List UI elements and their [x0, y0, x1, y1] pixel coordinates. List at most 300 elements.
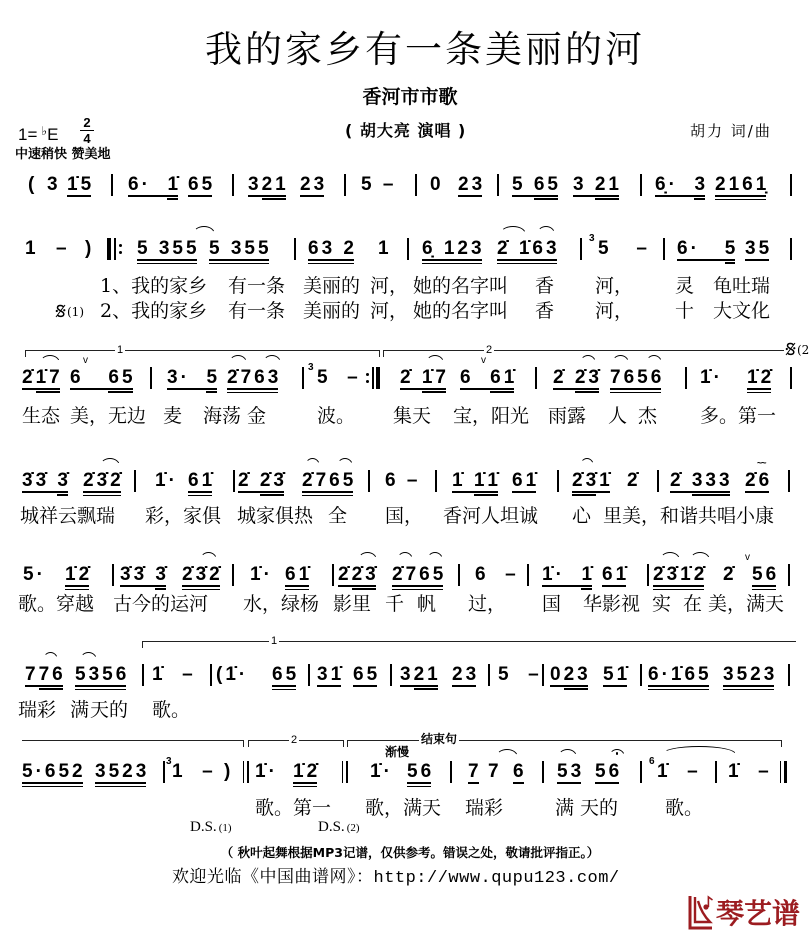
lyric-text: 过，: [468, 593, 507, 615]
note-group: 1̇·: [250, 564, 273, 585]
barline-single: [390, 664, 392, 686]
note-group: 63 2: [308, 238, 357, 259]
barline-repeat-start: [107, 238, 122, 260]
dal-segno-number: (2): [346, 822, 360, 834]
note-group: 2161̣: [715, 174, 770, 195]
tempo-change-marking: 渐慢: [385, 745, 410, 759]
note-segment: 5: [724, 238, 739, 259]
note-group: [452, 471, 501, 491]
note-group: 61̇: [285, 564, 313, 585]
note-segment: 2̇: [400, 367, 422, 388]
volta-label: 2: [486, 344, 493, 356]
note-group: 35: [745, 238, 773, 259]
slur-icon: [80, 652, 97, 660]
barline-single: [557, 470, 559, 492]
lyric-text: 瑞彩: [465, 797, 504, 819]
lyric-text: 2、我的家乡: [100, 300, 208, 322]
note-group: 1̇·: [700, 367, 723, 388]
volta-label: 1: [117, 344, 124, 356]
note-segment: 76: [38, 664, 66, 685]
note-segment: 2̇3̇: [351, 564, 379, 585]
note-segment: 2̇3̇: [259, 470, 287, 491]
note-segment: 6·: [677, 238, 725, 259]
lyric-text: 1、我的家乡: [100, 275, 208, 297]
lyric-text: 华影视: [583, 593, 641, 615]
note-group: 1̇ –: [728, 761, 772, 782]
note-group: 5 –: [317, 367, 361, 388]
slur-icon: [660, 552, 680, 560]
segno-marker: [785, 342, 809, 357]
note-segment: 2̇: [670, 470, 692, 491]
note-group: [572, 471, 613, 491]
lyric-text: 全: [328, 505, 348, 527]
lyric-text: 美丽的: [303, 275, 361, 297]
composer-credit: 胡力 词/曲: [690, 122, 772, 140]
key-letter: E: [47, 125, 59, 144]
lyric-text: 满: [70, 699, 90, 721]
note-group: 7: [468, 761, 482, 782]
barline-repeat-end: [366, 367, 380, 389]
note-group: 1̇·: [155, 470, 178, 491]
flat-icon: ♭: [41, 124, 48, 138]
note-group: 5 –: [361, 174, 397, 195]
volta-bracket: [347, 732, 782, 747]
lyric-text: 天的: [90, 699, 129, 721]
barline-single: [112, 564, 114, 586]
lyric-text: 心: [572, 505, 592, 527]
note-group: 0: [430, 174, 444, 195]
note-group: [677, 239, 738, 259]
grace-note: 3: [166, 756, 172, 767]
barline-single: [647, 564, 649, 586]
site-welcome-text: 欢迎光临《中国曲谱网》：http://www.qupu123.com/: [172, 869, 620, 888]
note-segment: 1̇1̇: [473, 470, 501, 491]
note-segment: 0: [550, 664, 564, 685]
volta-label: 结束句: [421, 732, 458, 746]
barline-single: [294, 238, 296, 260]
note-group: 1̇2̇: [747, 367, 775, 388]
barline-single: [788, 664, 790, 686]
grace-note: 3: [589, 233, 595, 244]
note-segment: 1̇7: [421, 367, 449, 388]
lyric-text: 河，: [595, 300, 634, 322]
note-segment: 2̇: [22, 367, 36, 388]
barline-single: [580, 238, 582, 260]
barline-single: [233, 470, 235, 492]
breath-mark-icon: v: [481, 355, 486, 366]
note-group: 5 355: [209, 238, 272, 259]
lyric-text: 龟吐瑞: [713, 275, 771, 297]
lyric-text: 水，绿杨: [243, 593, 320, 615]
note-group: 56: [595, 761, 623, 782]
note-group: ): [85, 238, 95, 259]
note-group: [512, 175, 561, 195]
barline-single: [488, 664, 490, 686]
time-signature-top: 2: [80, 116, 94, 131]
note-group: 2̇763: [227, 367, 282, 388]
note-group: 5356: [75, 664, 130, 685]
lyric-text: 城祥云飘瑞: [20, 505, 116, 527]
barline-double: [342, 761, 348, 783]
note-segment: 3̇3̇: [22, 470, 58, 491]
note-group: 7: [488, 761, 502, 782]
note-segment: 1̇7: [35, 367, 63, 388]
note-group: 65: [188, 174, 216, 195]
dal-segno-label: D.S.: [190, 819, 217, 835]
note-group: 1: [378, 238, 392, 259]
slur-icon: [496, 749, 518, 757]
song-subtitle: 香河市市歌: [362, 86, 458, 108]
slur-icon: [500, 226, 526, 234]
slur-icon: [305, 458, 320, 466]
note-segment: 1̇: [581, 564, 596, 585]
lyric-text: 多。第一: [700, 405, 777, 427]
note-group: [22, 368, 63, 388]
barline-single: [640, 761, 642, 783]
lyric-text: 香: [535, 275, 555, 297]
volta-bracket: [248, 734, 344, 747]
note-segment: 2̇: [338, 564, 352, 585]
dal-segno-marking: [318, 818, 360, 837]
note-segment: 23: [563, 664, 591, 685]
barline-single: [458, 564, 460, 586]
lyric-text: 她的名字叫: [413, 300, 509, 322]
barline-single: [134, 470, 136, 492]
note-group: 2̇3̇2̇: [182, 564, 223, 585]
barline-single: [232, 174, 234, 196]
note-segment: 3: [573, 174, 595, 195]
lyric-text: 波。: [317, 405, 356, 427]
note-group: 2̇ 1̇63: [497, 238, 560, 259]
barline-single: [150, 367, 152, 389]
note-segment: 6·: [128, 174, 168, 195]
lyric-text: 国，: [385, 505, 424, 527]
slur-icon: [690, 552, 710, 560]
barline-single: [232, 564, 234, 586]
slur-icon: [43, 652, 58, 660]
volta-bracket: [25, 344, 380, 357]
slur-icon: [358, 552, 377, 560]
note-group: 2̇765: [392, 564, 447, 585]
note-group: 1̇5: [67, 174, 95, 195]
lyric-text: 城家俱热: [237, 505, 314, 527]
note-segment: 21: [261, 174, 289, 195]
barline-single: [790, 238, 792, 260]
lyric-text: 歌，满天: [365, 797, 442, 819]
note-group: 6·1̇65: [648, 664, 712, 685]
lyric-text: 天的: [580, 797, 619, 819]
barline-single: [308, 664, 310, 686]
note-group: 2̇: [627, 470, 641, 491]
note-group: 6 –: [475, 564, 519, 585]
breath-mark-icon: v: [83, 355, 88, 366]
note-segment: 3: [400, 664, 414, 685]
piano-note-icon: [688, 894, 714, 935]
barline-single: [415, 174, 417, 196]
slur-icon: [580, 458, 594, 466]
lyric-text: 十: [675, 300, 695, 322]
note-group: 5 355: [137, 238, 200, 259]
lyric-text: 她的名字叫: [413, 275, 509, 297]
lyric-text: 歌。: [152, 699, 191, 721]
barline-single: [657, 470, 659, 492]
note-group: 1̇2̇: [65, 564, 93, 585]
note-group: 6: [513, 761, 527, 782]
note-group: [460, 368, 517, 388]
note-segment: 3̇: [57, 470, 71, 491]
barline-single: [788, 564, 790, 586]
note-group: 61̇: [602, 564, 630, 585]
note-group: 56: [407, 761, 435, 782]
note-group: 23: [458, 174, 486, 195]
barline-single: [640, 174, 642, 196]
lyric-text: 有一条: [228, 275, 286, 297]
note-group: [573, 175, 622, 195]
note-segment: 61̇: [490, 367, 518, 388]
note-group: 61̇: [512, 470, 540, 491]
note-segment: 1̇: [167, 174, 182, 195]
note-group: (: [28, 174, 38, 195]
note-segment: 3: [694, 174, 709, 195]
lyric-text: 生态: [22, 405, 61, 427]
lyric-text: 海荡: [203, 405, 242, 427]
note-segment: 1̇: [599, 470, 613, 491]
note-group: 51̇: [603, 664, 631, 685]
tempo-marking: 中速稍快 赞美地: [15, 147, 111, 162]
note-group: 1̇·: [255, 761, 278, 782]
note-segment: 65: [108, 367, 136, 388]
segno-number: (1): [67, 305, 84, 319]
note-group: 5·: [23, 564, 46, 585]
note-group: [238, 471, 287, 491]
slur-icon: [662, 746, 736, 754]
volta-label: 1: [271, 635, 278, 647]
note-group: 65: [272, 664, 300, 685]
barline-single: [790, 367, 792, 389]
slur-icon: [427, 552, 443, 560]
dal-segno-marking: [190, 818, 232, 837]
barline-single: [344, 174, 346, 196]
note-segment: 6: [460, 367, 491, 388]
note-group: –: [56, 238, 70, 259]
note-segment: 2̇: [553, 367, 575, 388]
lyric-text: 麦: [163, 405, 183, 427]
barline-single: [640, 664, 642, 686]
site-logo: [688, 895, 800, 933]
performer-credit: ( 胡大亮 演唱 ): [345, 121, 467, 140]
note-group: [25, 665, 66, 685]
note-group: [128, 175, 181, 195]
note-segment: 2̇: [238, 470, 260, 491]
key-prefix: 1=: [18, 125, 38, 144]
note-segment: 2̇3̇: [572, 470, 600, 491]
lyric-text: 美丽的: [303, 300, 361, 322]
barline-single: [435, 470, 437, 492]
lyric-text: 河，: [370, 300, 409, 322]
note-group: 56: [752, 564, 780, 585]
note-segment: 7: [25, 664, 39, 685]
note-segment: 3: [248, 174, 262, 195]
note-group: [670, 471, 733, 491]
barline-single: [542, 761, 544, 783]
barline-single: [542, 664, 544, 686]
barline-single: [715, 761, 717, 783]
note-segment: 65: [533, 174, 561, 195]
volta-bracket: [142, 635, 796, 648]
lyric-text: 河，: [370, 275, 409, 297]
barline-single: [163, 761, 165, 783]
note-segment: 5: [512, 174, 534, 195]
barline-single: [663, 238, 665, 260]
lyric-text: 古今的运河: [113, 593, 209, 615]
note-group: [400, 665, 441, 685]
lyric-text: 实: [652, 593, 672, 615]
note-group: 2̇: [723, 564, 737, 585]
lyric-text: 歌。穿越: [18, 593, 95, 615]
lyric-text: 集天: [393, 405, 432, 427]
barline-single: [790, 174, 792, 196]
note-group: 23: [452, 664, 480, 685]
lyric-text: 杰: [638, 405, 658, 427]
lyric-text: 美，满天: [708, 593, 785, 615]
note-group: [248, 175, 289, 195]
logo-text: 琴艺谱: [716, 897, 801, 930]
barline-single: [527, 564, 529, 586]
note-group: 2̇3̇2̇: [83, 470, 124, 491]
dal-segno-number: (1): [218, 822, 232, 834]
lyric-text: 香: [535, 300, 555, 322]
note-group: [338, 565, 379, 585]
note-group: 3523: [95, 761, 150, 782]
slur-icon: [537, 226, 555, 234]
note-segment: 3̇: [155, 564, 169, 585]
note-segment: 6: [70, 367, 109, 388]
grace-note: 6: [649, 756, 655, 767]
lyric-text: 美，无边: [70, 405, 147, 427]
note-group: (1̇·: [216, 664, 249, 685]
note-group: 2̇765: [302, 470, 357, 491]
note-segment: 21: [594, 174, 622, 195]
lyric-text: 歌。第一: [255, 797, 332, 819]
note-group: [22, 471, 71, 491]
lyric-text: 瑞彩: [18, 699, 57, 721]
barline-double: [243, 761, 249, 783]
breath-mark-icon: v: [745, 552, 750, 563]
note-group: [542, 565, 595, 585]
note-group: 6 –: [385, 470, 421, 491]
note-segment: 3·: [167, 367, 207, 388]
barline-single: [111, 174, 113, 196]
barline-single: [788, 470, 790, 492]
note-group: [553, 368, 602, 388]
note-group: [120, 565, 169, 585]
note-group: 61̇: [188, 470, 216, 491]
lyric-text: 帆: [417, 593, 437, 615]
song-title: 我的家乡有一条美丽的河: [205, 28, 645, 71]
dal-segno-label: D.S.: [318, 819, 345, 835]
note-segment: 1̇·: [542, 564, 582, 585]
note-segment: 333: [691, 470, 733, 491]
slur-icon: [558, 749, 577, 757]
barline-single: [302, 367, 304, 389]
note-group: 1: [25, 238, 39, 259]
note-group: 23: [300, 174, 328, 195]
note-segment: 6̣·: [655, 174, 695, 195]
fermata-icon: [609, 749, 625, 757]
lyric-text: 灵: [675, 275, 695, 297]
slur-icon: [193, 226, 215, 234]
note-group: 53: [557, 761, 585, 782]
barline-single: [210, 664, 212, 686]
note-group: 5·652: [22, 761, 86, 782]
note-group: 6̣ 123: [422, 238, 485, 259]
note-group: 2̇6: [745, 470, 773, 491]
transcription-note: （ 秋叶起舞根据MP3记谱，仅供参考。错误之处，敬请批评指正。）: [220, 845, 600, 860]
trill-icon: ~~: [757, 458, 766, 468]
note-group: 1̇ –: [152, 664, 196, 685]
barline-single: [535, 367, 537, 389]
lyric-text: 在: [683, 593, 703, 615]
barline-single: [450, 761, 452, 783]
note-segment: 3̇3̇: [120, 564, 156, 585]
lyric-text: 歌。: [665, 797, 704, 819]
note-segment: 5: [206, 367, 221, 388]
note-group: 5 –: [498, 664, 542, 685]
barline-single: [142, 664, 144, 686]
barline-final: [780, 761, 787, 783]
lyric-text: 人: [608, 405, 628, 427]
grace-note: 3: [308, 362, 314, 373]
lyric-text: 宝，阳光: [453, 405, 530, 427]
note-group: 1̇2̇: [293, 761, 321, 782]
slur-icon: [100, 458, 120, 466]
lyric-text: 彩，家俱: [145, 505, 222, 527]
note-group: 7656: [610, 367, 665, 388]
note-group: 31̇: [317, 664, 345, 685]
barline-single: [685, 367, 687, 389]
note-segment: 2̇3̇: [574, 367, 602, 388]
lyric-text: 国: [542, 593, 562, 615]
lyric-text: 有一条: [228, 300, 286, 322]
volta-label: 2: [291, 734, 298, 746]
slur-icon: [337, 458, 353, 466]
note-group: 2̇3̇1̇2̇: [653, 564, 708, 585]
note-group: [167, 368, 220, 388]
segno-icon: [55, 305, 67, 319]
barline-single: [332, 564, 334, 586]
lyric-text: 雨露: [548, 405, 587, 427]
note-group: 1̇·: [370, 761, 393, 782]
note-group: [400, 368, 449, 388]
segno-icon: [785, 343, 797, 357]
lyric-text: 里美，和谐共唱小康: [603, 505, 775, 527]
lyric-text: 影里: [333, 593, 372, 615]
note-group: 65: [353, 664, 381, 685]
barline-single: [368, 470, 370, 492]
slur-icon: [397, 552, 413, 560]
lyric-text: 满: [555, 797, 575, 819]
segno-marker: [55, 304, 84, 319]
note-group: [655, 175, 708, 195]
lyric-text: 河，: [595, 275, 634, 297]
note-segment: 1̇: [452, 470, 474, 491]
barline-single: [497, 174, 499, 196]
lyric-text: 香河人坦诚: [443, 505, 539, 527]
lyric-text: 千: [385, 593, 405, 615]
note-group: [550, 665, 591, 685]
note-group: 1 – ): [172, 761, 234, 782]
barline-single: [407, 238, 409, 260]
